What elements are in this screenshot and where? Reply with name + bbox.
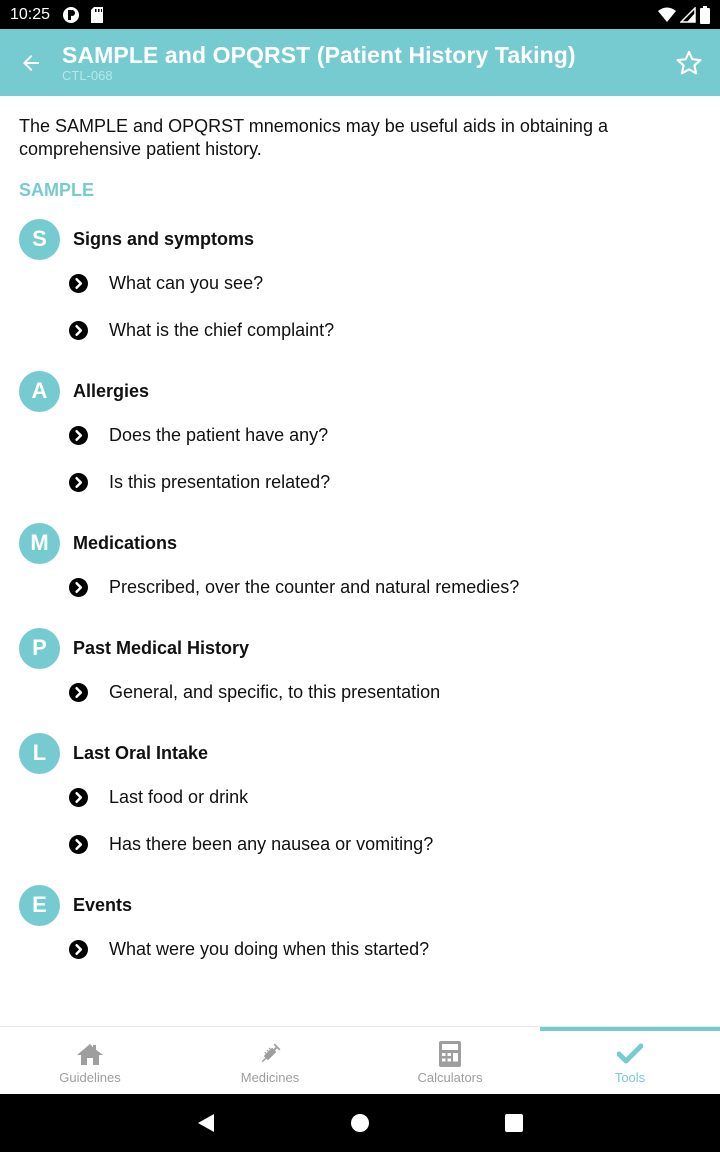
nav-tools[interactable]	[540, 1027, 720, 1094]
cell-signal-icon	[680, 7, 696, 23]
mnemonic-heading	[19, 627, 701, 669]
mnemonic-label: Past Medical History	[73, 637, 250, 658]
list-item-text: Prescribed, over the counter and natural remedies?	[109, 577, 520, 597]
mnemonic-group	[19, 627, 701, 716]
system-navigation-bar	[0, 1094, 720, 1152]
nav-label-calculators: Calculators	[417, 1069, 483, 1085]
status-bar	[0, 0, 720, 29]
content-scroll[interactable]	[0, 96, 720, 1026]
mnemonic-list	[19, 218, 701, 973]
letter-badge: A	[19, 371, 60, 412]
chevron-right-circle-icon	[69, 274, 88, 293]
section-title-sample: SAMPLE	[19, 180, 95, 200]
list-item-text: Does the patient have any?	[109, 425, 329, 445]
system-back-button[interactable]	[129, 1094, 283, 1152]
chevron-right-circle-icon	[69, 683, 88, 702]
chevron-right-circle-icon	[69, 426, 88, 445]
mnemonic-label: Medications	[73, 532, 178, 553]
mnemonic-heading	[19, 218, 701, 260]
back-triangle-icon	[197, 1113, 215, 1133]
app-bar	[0, 29, 720, 96]
mnemonic-label: Signs and symptoms	[73, 228, 255, 249]
list-item	[19, 459, 701, 506]
nav-guidelines[interactable]	[0, 1027, 180, 1094]
arrow-left-icon	[19, 51, 43, 75]
list-item	[19, 926, 701, 973]
status-time: 10:25	[10, 5, 51, 23]
nav-calculators[interactable]	[360, 1027, 540, 1094]
list-item	[19, 669, 701, 716]
star-outline-icon	[675, 49, 703, 77]
favorite-button[interactable]	[658, 29, 720, 96]
check-icon	[617, 1041, 643, 1067]
home-icon	[76, 1041, 104, 1067]
system-home-button[interactable]	[283, 1094, 437, 1152]
chevron-right-circle-icon	[69, 473, 88, 492]
mnemonic-group	[19, 370, 701, 506]
mnemonic-heading	[19, 522, 701, 564]
wifi-icon	[658, 7, 676, 23]
mnemonic-label: Allergies	[73, 380, 150, 401]
letter-badge: P	[19, 628, 60, 669]
mnemonic-heading	[19, 884, 701, 926]
chevron-right-circle-icon	[69, 578, 88, 597]
bottom-navigation	[0, 1026, 720, 1094]
list-item-text: What can you see?	[109, 273, 264, 293]
nav-label-guidelines: Guidelines	[59, 1069, 121, 1085]
list-item	[19, 260, 701, 307]
list-item-text: Has there been any nausea or vomiting?	[109, 834, 434, 854]
list-item-text: Last food or drink	[109, 787, 249, 807]
chevron-right-circle-icon	[69, 788, 88, 807]
system-recents-button[interactable]	[437, 1094, 591, 1152]
page-title: SAMPLE and OPQRST (Patient History Taking)	[62, 41, 576, 68]
recents-square-icon	[505, 1114, 523, 1132]
letter-badge: E	[19, 885, 60, 926]
mnemonic-label: Events	[73, 894, 133, 915]
mnemonic-group	[19, 522, 701, 611]
mnemonic-group	[19, 218, 701, 354]
page-code: CTL-068	[62, 67, 113, 83]
nav-medicines[interactable]	[180, 1027, 360, 1094]
list-item-text: What is the chief complaint?	[109, 320, 335, 340]
chevron-right-circle-icon	[69, 835, 88, 854]
list-item	[19, 307, 701, 354]
mnemonic-heading	[19, 732, 701, 774]
chevron-right-circle-icon	[69, 321, 88, 340]
mnemonic-group	[19, 732, 701, 868]
list-item	[19, 774, 701, 821]
list-item-text: What were you doing when this started?	[109, 939, 430, 959]
nav-label-tools: Tools	[614, 1069, 646, 1085]
battery-icon	[700, 6, 710, 24]
home-circle-icon	[350, 1113, 370, 1133]
calculator-icon	[439, 1041, 461, 1067]
chevron-right-circle-icon	[69, 940, 88, 959]
nav-label-medicines: Medicines	[240, 1069, 300, 1085]
mnemonic-group	[19, 884, 701, 973]
letter-badge: M	[19, 523, 60, 564]
letter-badge: L	[19, 733, 60, 774]
list-item	[19, 821, 701, 868]
back-button[interactable]	[0, 29, 62, 96]
syringe-icon	[257, 1041, 283, 1067]
mnemonic-label: Last Oral Intake	[73, 742, 209, 763]
letter-badge: S	[19, 219, 60, 260]
title-block	[62, 42, 658, 84]
list-item-text: General, and specific, to this presentation	[109, 682, 441, 702]
mnemonic-heading	[19, 370, 701, 412]
list-item	[19, 412, 701, 459]
list-item	[19, 564, 701, 611]
app-notification-icon	[62, 6, 80, 24]
sd-card-icon	[90, 7, 104, 23]
list-item-text: Is this presentation related?	[109, 472, 331, 492]
intro-text: The SAMPLE and OPQRST mnemonics may be useful aids in obtaining a comprehensive patient history.	[19, 116, 608, 159]
